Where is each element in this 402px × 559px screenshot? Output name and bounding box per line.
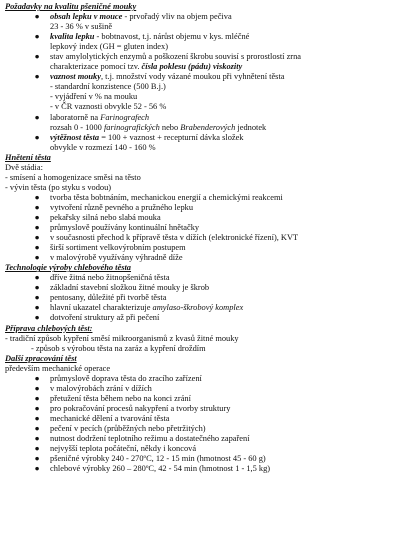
list-item-text: vytvoření různě pevného a pružného lepku xyxy=(50,202,194,212)
list-item xyxy=(5,52,402,62)
list-item xyxy=(5,434,402,444)
list-item-text: dříve žitná nebo žitnopšeničná těsta xyxy=(50,273,170,283)
sub-item: - v ČR vaznosti obvykle 52 - 56 % xyxy=(50,102,167,112)
bullet-icon: ● xyxy=(34,202,40,212)
bullet-icon: ● xyxy=(34,223,40,233)
list-item xyxy=(5,444,402,454)
list-item xyxy=(5,283,402,293)
list-item-text: průmyslově používány kontinuální hnětačky xyxy=(50,223,200,233)
list-item-text: tvorba těsta bobtnáním, mechanickou energií a chemickými reakcemi xyxy=(50,192,283,202)
bullet-icon: ● xyxy=(34,12,40,22)
paragraph: Dvě stádia: xyxy=(5,162,43,172)
dash-item: - smísení a homogenizace směsi na těsto xyxy=(5,172,141,182)
list-item xyxy=(5,454,402,464)
bullet-icon: ● xyxy=(34,393,40,403)
list-item xyxy=(5,203,402,213)
list-item-text: nejvyšší teplota počáteční, někdy i koncová xyxy=(50,444,197,454)
list-item xyxy=(5,293,402,303)
further-list xyxy=(5,374,402,474)
bullet-icon: ● xyxy=(34,243,40,253)
list-item xyxy=(5,12,402,22)
bullet-icon: ● xyxy=(34,212,40,222)
list-item xyxy=(5,243,402,253)
bullet-icon: ● xyxy=(34,464,40,474)
list-item-text: - prvořadý vliv na objem pečiva xyxy=(122,12,232,22)
bullet-icon: ● xyxy=(34,132,40,142)
dash-item: - způsob s výrobou těsta na zaráz a kypření droždím xyxy=(31,343,206,353)
bullet-icon: ● xyxy=(34,52,40,62)
list-item xyxy=(5,464,402,474)
term: obsah lepku v mouce xyxy=(50,12,123,22)
list-item xyxy=(5,424,402,434)
list-item-text: stav amylolytických enzymů a poškození škrobu souvisí s prorostlostí zrna xyxy=(50,52,301,62)
term: amylaso-škrobový komplex xyxy=(152,303,244,313)
list-item-continuation: lepkový index (GH = gluten index) xyxy=(50,42,168,52)
list-item xyxy=(5,233,402,243)
bullet-icon: ● xyxy=(34,413,40,423)
list-item xyxy=(5,223,402,233)
bullet-icon: ● xyxy=(34,293,40,303)
bullet-icon: ● xyxy=(34,273,40,283)
list-item-text: mechanické dělení a tvarování těsta xyxy=(50,413,170,423)
list-item xyxy=(5,394,402,404)
list-item xyxy=(5,253,402,263)
list-item-text: dotvoření struktury až při pečení xyxy=(50,313,160,323)
section-heading-further: Další zpracování těst xyxy=(5,353,77,363)
term: farinografických xyxy=(103,122,160,132)
bullet-icon: ● xyxy=(34,454,40,464)
section-heading-requirements: Požadavky na kvalitu pšeničné mouky xyxy=(5,2,137,11)
list-item-text: základní stavební složkou žitné mouky je škrob xyxy=(50,283,210,293)
list-item xyxy=(5,133,402,143)
list-item-text: v malovýrobě využívány výhradně díže xyxy=(50,253,183,263)
list-item-text: průmyslově doprava těsta do zracího zařízení xyxy=(50,373,202,383)
list-item xyxy=(5,404,402,414)
list-item-text: = 100 + vaznost + recepturní dávka složek xyxy=(99,132,244,142)
list-item-text: rozsah 0 - 1000 xyxy=(50,122,104,132)
bullet-icon: ● xyxy=(34,253,40,263)
list-item-text: pšeničné výrobky 240 - 270ºC, 12 - 15 min (hmotnost 45 - 60 g) xyxy=(50,454,266,464)
list-item xyxy=(5,32,402,42)
bullet-icon: ● xyxy=(34,303,40,313)
bullet-icon: ● xyxy=(34,373,40,383)
sub-item: - standardní konzistence (500 B.j.) xyxy=(50,82,166,92)
list-item-text: v malovýrobách zrání v dížích xyxy=(50,383,152,393)
list-item-text: v současnosti přechod k přípravě těsta v dížích (elektronické řízení), KVT xyxy=(50,233,299,243)
list-item-continuation xyxy=(5,123,402,133)
list-item-text: pečení v pecích (průběžných nebo přetržitých) xyxy=(50,423,206,433)
term: čísla poklesu (pádu) viskozity xyxy=(141,62,243,72)
section-heading-kneading: Hnětení těsta xyxy=(5,152,51,162)
list-item-text: pentosany, důležité při tvorbě těsta xyxy=(50,293,167,303)
list-item xyxy=(5,72,402,82)
bullet-icon: ● xyxy=(34,313,40,323)
list-item xyxy=(5,193,402,203)
paragraph: především mechanické operace xyxy=(5,363,111,373)
list-item xyxy=(5,303,402,313)
bullet-icon: ● xyxy=(34,434,40,444)
list-item-continuation xyxy=(5,62,402,72)
list-item xyxy=(5,313,402,323)
list-item-text: hlavní ukazatel charakterizuje xyxy=(50,303,153,313)
term: kvalita lepku xyxy=(50,32,95,42)
bullet-icon: ● xyxy=(34,72,40,82)
rye-list xyxy=(5,273,402,323)
bullet-icon: ● xyxy=(34,283,40,293)
list-item-text: pekařsky silná nebo slabá mouka xyxy=(50,212,161,222)
list-item-text: nebo xyxy=(159,122,181,132)
bullet-icon: ● xyxy=(34,192,40,202)
bullet-icon: ● xyxy=(34,444,40,454)
list-item xyxy=(5,213,402,223)
term: výtěžnost těsta xyxy=(50,132,100,142)
list-item xyxy=(5,374,402,384)
list-item xyxy=(5,113,402,123)
bullet-icon: ● xyxy=(34,383,40,393)
list-item xyxy=(5,384,402,394)
bullet-icon: ● xyxy=(34,423,40,433)
sub-item: - vyjádření v % na mouku xyxy=(50,92,138,102)
list-item-text: nutnost dodržení teplotního režimu a dostatečného zapaření xyxy=(50,434,250,444)
list-item-text: širší sortiment velkovýrobním postupem xyxy=(50,243,186,253)
list-item xyxy=(5,273,402,283)
dash-item: - vývin těsta (po styku s vodou) xyxy=(5,182,112,192)
list-item-text: laboratorně na xyxy=(50,112,101,122)
list-item-text: pro pokračování procesů nakypření a tvorby struktury xyxy=(50,403,231,413)
list-item-text: charakterizace pomocí tzv. xyxy=(50,62,142,72)
bullet-icon: ● xyxy=(34,112,40,122)
bullet-icon: ● xyxy=(34,403,40,413)
bullet-icon: ● xyxy=(34,32,40,42)
list-item xyxy=(5,414,402,424)
list-item-text: chlebové výrobky 260 – 280ºC, 42 - 54 min (hmotnost 1 - 1,5 kg) xyxy=(50,464,271,474)
list-item-text: přetužení těsta během nebo na konci zrání xyxy=(50,393,191,403)
kneading-list xyxy=(5,193,402,263)
term: Brabenderových xyxy=(180,122,236,132)
section-heading-prep: Příprava chlebových těst: xyxy=(5,323,93,333)
list-item-text: jednotek xyxy=(235,122,267,132)
list-item-text: , t.j. množství vody vázané moukou při vyhnětení těsta xyxy=(100,72,285,82)
list-item-text: - bobtnavost, t.j. nárůst objemu v kys. mléčné xyxy=(94,32,250,42)
list-item-continuation: obvykle v rozmezí 140 - 160 % xyxy=(50,142,156,152)
list-item-continuation: 23 - 36 % v sušině xyxy=(50,22,113,32)
term: vaznost mouky xyxy=(50,72,101,82)
bullet-icon: ● xyxy=(34,233,40,243)
dash-item: - tradiční způsob kypření směsí mikroorganismů z kvasů žitné mouky xyxy=(5,333,239,343)
section-heading-rye: Technologie výroby chlebového těsta xyxy=(5,263,131,273)
term: Farinografech xyxy=(100,112,150,122)
